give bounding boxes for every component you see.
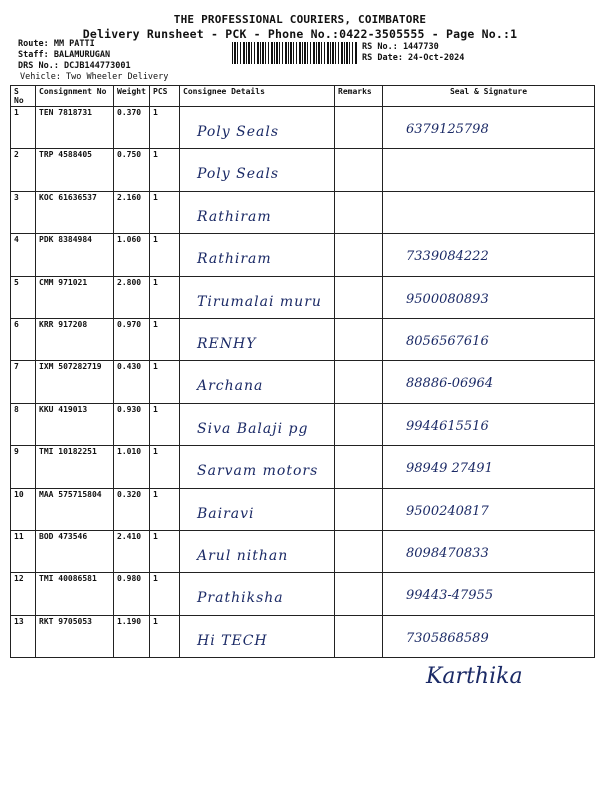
row-weight: 2.160 (114, 191, 150, 233)
row-pcs: 1 (150, 276, 180, 318)
row-consignee (180, 573, 335, 615)
row-sno: 2 (11, 149, 36, 191)
row-consignee (180, 276, 335, 318)
row-remarks (335, 615, 383, 657)
table-row (11, 318, 595, 360)
row-consignee (180, 149, 335, 191)
row-seal-signature (383, 403, 595, 445)
row-seal-signature (383, 149, 595, 191)
row-consignment-no: PDK 8384984 (36, 234, 114, 276)
row-remarks (335, 403, 383, 445)
row-sno: 8 (11, 403, 36, 445)
signature-phone-number: 88886-06964 (406, 376, 494, 392)
drs-label: DRS No.: DCJB144773001 (18, 61, 131, 71)
table-row (11, 488, 595, 530)
col-header-remarks: Remarks (335, 86, 383, 107)
consignee-handwritten-name: Siva Balaji pg (197, 420, 309, 437)
consignee-handwritten-name: Prathiksha (197, 590, 284, 607)
row-consignee (180, 446, 335, 488)
signature-phone-number: 98949 27491 (406, 461, 493, 477)
row-remarks (335, 361, 383, 403)
row-pcs: 1 (150, 191, 180, 233)
row-pcs: 1 (150, 403, 180, 445)
consignee-handwritten-name: Rathiram (197, 251, 272, 268)
row-sno: 5 (11, 276, 36, 318)
staff-label: Staff: BALAMURUGAN (18, 50, 111, 60)
col-header-sno: S No (11, 86, 36, 107)
row-weight: 0.980 (114, 573, 150, 615)
signature-phone-number: 9500240817 (406, 503, 489, 519)
row-sno: 9 (11, 446, 36, 488)
row-remarks (335, 234, 383, 276)
table-row (11, 530, 595, 572)
signature-phone-number: 9944615516 (406, 418, 489, 434)
row-consignment-no: KKU 419013 (36, 403, 114, 445)
row-sno: 3 (11, 191, 36, 233)
signature-phone-number: 7305868589 (406, 630, 489, 646)
row-weight: 1.060 (114, 234, 150, 276)
row-sno: 10 (11, 488, 36, 530)
table-row (11, 234, 595, 276)
table-row (11, 191, 595, 233)
row-consignee (180, 318, 335, 360)
consignee-handwritten-name: Arul nithan (197, 547, 289, 564)
row-pcs: 1 (150, 446, 180, 488)
row-remarks (335, 573, 383, 615)
row-pcs: 1 (150, 361, 180, 403)
row-remarks (335, 488, 383, 530)
consignee-handwritten-name: Tirumalai muru (197, 293, 322, 310)
barcode-image (232, 42, 357, 64)
row-pcs: 1 (150, 234, 180, 276)
rs-number: RS No.: 1447730 (362, 42, 439, 52)
row-remarks (335, 276, 383, 318)
runsheet-subtitle: Delivery Runsheet - PCK - Phone No.:0422-3505555 - Page No.:1 (82, 27, 518, 41)
col-header-pcs: PCS (150, 86, 180, 107)
company-title: THE PROFESSIONAL COURIERS, COIMBATORE (173, 13, 427, 26)
row-consignment-no: TRP 4588405 (36, 149, 114, 191)
runsheet-table (10, 85, 595, 658)
signature-phone-number: 6379125798 (406, 122, 489, 137)
row-consignee (180, 191, 335, 233)
row-consignee (180, 107, 335, 149)
row-remarks (335, 149, 383, 191)
footer-signature: Karthika (426, 664, 523, 689)
col-header-weight: Weight (114, 86, 150, 107)
row-seal-signature (383, 615, 595, 657)
consignee-handwritten-name: Hi TECH (197, 632, 268, 649)
row-consignment-no: TMI 40086581 (36, 573, 114, 615)
row-remarks (335, 446, 383, 488)
row-consignee (180, 488, 335, 530)
row-consignment-no: RKT 9705053 (36, 615, 114, 657)
row-weight: 0.750 (114, 149, 150, 191)
row-remarks (335, 191, 383, 233)
signature-phone-number: 9500080893 (406, 291, 489, 307)
row-consignee (180, 361, 335, 403)
row-seal-signature (383, 234, 595, 276)
row-seal-signature (383, 276, 595, 318)
consignee-handwritten-name: Rathiram (197, 208, 272, 225)
row-pcs: 1 (150, 149, 180, 191)
signature-phone-number: 7339084222 (406, 249, 489, 265)
row-weight: 0.430 (114, 361, 150, 403)
row-sno: 11 (11, 530, 36, 572)
row-sno: 4 (11, 234, 36, 276)
row-remarks (335, 107, 383, 149)
row-consignment-no: KRR 917208 (36, 318, 114, 360)
row-pcs: 1 (150, 530, 180, 572)
table-row (11, 149, 595, 191)
row-remarks (335, 318, 383, 360)
row-sno: 13 (11, 615, 36, 657)
row-pcs: 1 (150, 573, 180, 615)
row-consignee (180, 403, 335, 445)
consignee-handwritten-name: Poly Seals (197, 166, 280, 183)
row-weight: 0.970 (114, 318, 150, 360)
row-seal-signature (383, 446, 595, 488)
row-remarks (335, 530, 383, 572)
row-sno: 7 (11, 361, 36, 403)
rs-date: RS Date: 24-Oct-2024 (362, 53, 465, 63)
vehicle-label: Vehicle: Two Wheeler Delivery (20, 72, 169, 82)
table-row (11, 276, 595, 318)
table-row (11, 615, 595, 657)
consignee-handwritten-name: Sarvam motors (197, 463, 319, 480)
row-sno: 12 (11, 573, 36, 615)
table-row (11, 361, 595, 403)
row-weight: 1.190 (114, 615, 150, 657)
signature-phone-number: 99443-47955 (406, 588, 494, 604)
table-row (11, 573, 595, 615)
row-seal-signature (383, 488, 595, 530)
row-sno: 1 (11, 107, 36, 149)
row-weight: 0.370 (114, 107, 150, 149)
row-pcs: 1 (150, 107, 180, 149)
col-header-seal: Seal & Signature (383, 86, 595, 107)
row-consignee (180, 234, 335, 276)
row-seal-signature (383, 530, 595, 572)
row-consignee (180, 530, 335, 572)
consignee-handwritten-name: Poly Seals (197, 124, 280, 140)
row-seal-signature (383, 573, 595, 615)
table-row (11, 403, 595, 445)
signature-phone-number: 8098470833 (406, 545, 489, 561)
row-seal-signature (383, 191, 595, 233)
row-pcs: 1 (150, 318, 180, 360)
row-consignment-no: BOD 473546 (36, 530, 114, 572)
row-seal-signature (383, 361, 595, 403)
signature-phone-number: 8056567616 (406, 333, 489, 349)
row-weight: 2.800 (114, 276, 150, 318)
row-consignment-no: MAA 575715804 (36, 488, 114, 530)
row-consignment-no: KOC 61636537 (36, 191, 114, 233)
row-seal-signature (383, 107, 595, 149)
consignee-handwritten-name: Archana (197, 378, 264, 395)
table-row (11, 107, 595, 149)
route-label: Route: MM PATTI (18, 39, 95, 49)
col-header-consignment: Consignment No (36, 86, 114, 107)
col-header-consignee: Consignee Details (180, 86, 335, 107)
row-consignee (180, 615, 335, 657)
row-consignment-no: TEN 7818731 (36, 107, 114, 149)
row-sno: 6 (11, 318, 36, 360)
row-seal-signature (383, 318, 595, 360)
row-consignment-no: CMM 971021 (36, 276, 114, 318)
row-weight: 0.320 (114, 488, 150, 530)
row-consignment-no: TMI 10182251 (36, 446, 114, 488)
row-weight: 2.410 (114, 530, 150, 572)
table-row (11, 446, 595, 488)
consignee-handwritten-name: Bairavi (197, 505, 255, 522)
consignee-handwritten-name: RENHY (197, 335, 257, 352)
table-header-row (11, 86, 595, 107)
row-pcs: 1 (150, 615, 180, 657)
row-weight: 0.930 (114, 403, 150, 445)
row-pcs: 1 (150, 488, 180, 530)
row-weight: 1.010 (114, 446, 150, 488)
row-consignment-no: IXM 507282719 (36, 361, 114, 403)
